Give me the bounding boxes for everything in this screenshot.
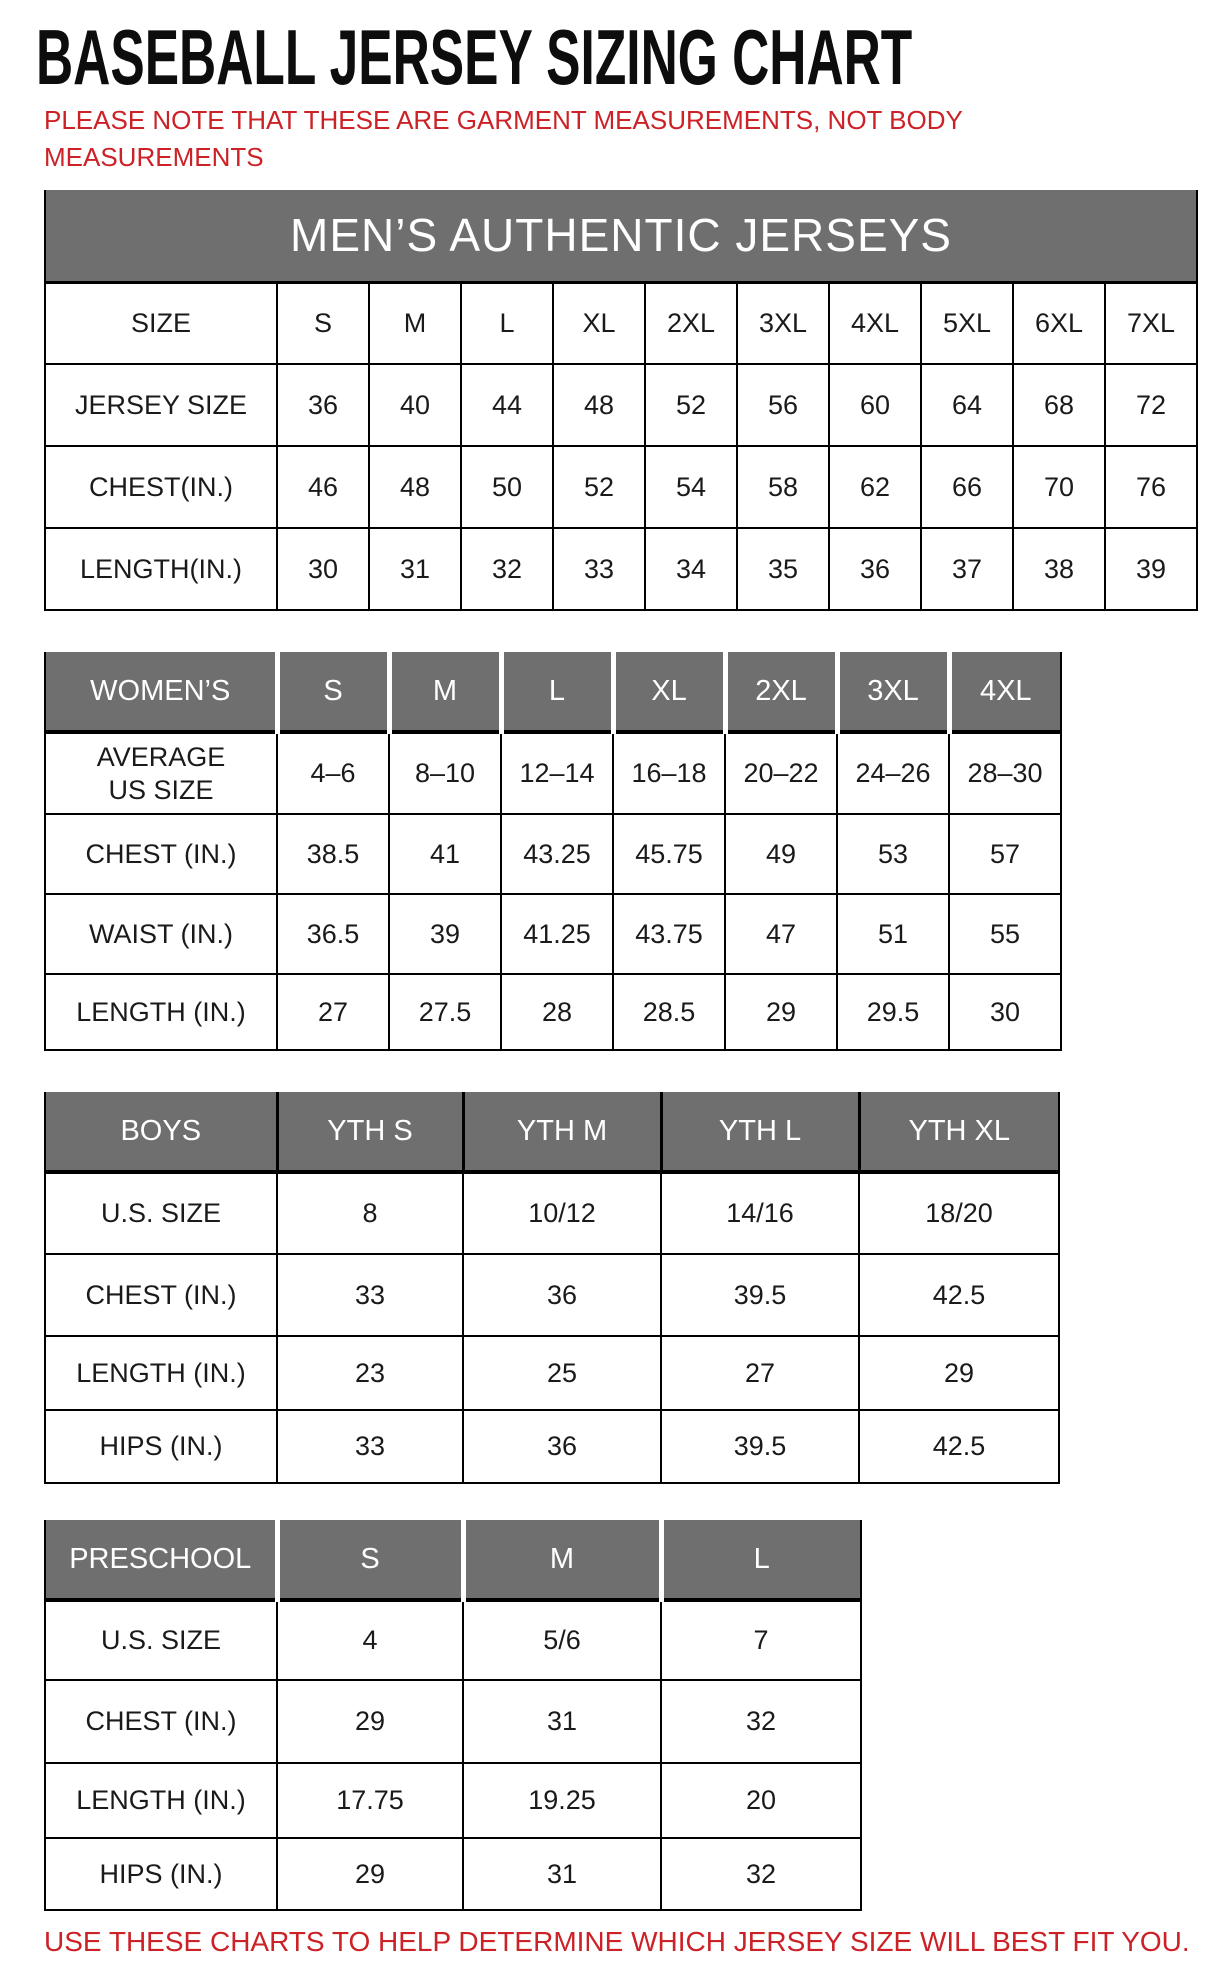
row-label: U.S. SIZE (45, 1172, 277, 1254)
size-column-header: 4XL (949, 652, 1061, 732)
value-cell: 18/20 (859, 1172, 1059, 1254)
value-cell: 35 (737, 528, 829, 610)
table-row (45, 1763, 861, 1838)
table-row (45, 282, 1197, 364)
value-cell: 42.5 (859, 1254, 1059, 1336)
garment-measurements-note (44, 102, 963, 176)
value-cell: 45.75 (613, 814, 725, 894)
size-column-header: M (389, 652, 501, 732)
value-cell: 48 (553, 364, 645, 446)
value-cell: 76 (1105, 446, 1197, 528)
value-cell: 41.25 (501, 894, 613, 974)
row-label: CHEST (IN.) (45, 814, 277, 894)
value-cell: 72 (1105, 364, 1197, 446)
value-cell: 41 (389, 814, 501, 894)
value-cell: 27 (661, 1336, 859, 1410)
value-cell: 23 (277, 1336, 463, 1410)
value-cell: 33 (553, 528, 645, 610)
row-label: LENGTH (IN.) (45, 1763, 277, 1838)
value-cell: 38 (1013, 528, 1105, 610)
value-cell: 36 (463, 1254, 661, 1336)
value-cell: S (277, 282, 369, 364)
value-cell: 5/6 (463, 1600, 661, 1680)
boys-jerseys-table (44, 1092, 1060, 1484)
value-cell: 29 (277, 1680, 463, 1763)
value-cell: 31 (369, 528, 461, 610)
value-cell: 4 (277, 1600, 463, 1680)
row-label: CHEST(IN.) (45, 446, 277, 528)
value-cell: 53 (837, 814, 949, 894)
value-cell: 68 (1013, 364, 1105, 446)
value-cell: 24–26 (837, 732, 949, 814)
value-cell: 8 (277, 1172, 463, 1254)
value-cell: 6XL (1013, 282, 1105, 364)
value-cell: 8–10 (389, 732, 501, 814)
value-cell: 27.5 (389, 974, 501, 1050)
value-cell: 16–18 (613, 732, 725, 814)
row-label: U.S. SIZE (45, 1600, 277, 1680)
size-column-header: S (277, 1520, 463, 1600)
value-cell: 12–14 (501, 732, 613, 814)
value-cell: 32 (661, 1680, 861, 1763)
table-row (45, 1336, 1059, 1410)
row-label: LENGTH (IN.) (45, 1336, 277, 1410)
value-cell: 44 (461, 364, 553, 446)
table-row (45, 732, 1061, 814)
table-row (45, 1838, 861, 1910)
value-cell: 49 (725, 814, 837, 894)
value-cell: 29 (725, 974, 837, 1050)
footer-note: USE THESE CHARTS TO HELP DETERMINE WHICH JERSEY SIZE WILL BEST FIT YOU. (44, 1926, 1190, 1957)
womens-jerseys-table (44, 652, 1062, 1051)
value-cell: 38.5 (277, 814, 389, 894)
row-label-line: AVERAGE (96, 742, 226, 773)
table-row (45, 814, 1061, 894)
value-cell: 2XL (645, 282, 737, 364)
mens-authentic-jerseys-table (44, 190, 1198, 611)
value-cell: 29 (859, 1336, 1059, 1410)
value-cell: 66 (921, 446, 1013, 528)
size-column-header: 2XL (725, 652, 837, 732)
boys-table-title: BOYS (45, 1092, 277, 1172)
value-cell: 40 (369, 364, 461, 446)
value-cell: 14/16 (661, 1172, 859, 1254)
value-cell: 39 (1105, 528, 1197, 610)
value-cell: 52 (553, 446, 645, 528)
table-row (45, 1680, 861, 1763)
value-cell: 37 (921, 528, 1013, 610)
value-cell: 50 (461, 446, 553, 528)
size-column-header: 3XL (837, 652, 949, 732)
value-cell: 32 (461, 528, 553, 610)
value-cell: 36 (277, 364, 369, 446)
value-cell: M (369, 282, 461, 364)
value-cell: 10/12 (463, 1172, 661, 1254)
value-cell: 42.5 (859, 1410, 1059, 1483)
note-line-2: MEASUREMENTS (44, 142, 264, 172)
mens-table-title: MEN’S AUTHENTIC JERSEYS (45, 190, 1197, 282)
row-label: JERSEY SIZE (45, 364, 277, 446)
value-cell: 48 (369, 446, 461, 528)
value-cell: 5XL (921, 282, 1013, 364)
womens-table-title: WOMEN’S (45, 652, 277, 732)
value-cell: 27 (277, 974, 389, 1050)
value-cell: 51 (837, 894, 949, 974)
row-label: HIPS (IN.) (45, 1410, 277, 1483)
value-cell: 30 (949, 974, 1061, 1050)
value-cell: 17.75 (277, 1763, 463, 1838)
value-cell: 55 (949, 894, 1061, 974)
value-cell: L (461, 282, 553, 364)
table-row (45, 528, 1197, 610)
value-cell: 62 (829, 446, 921, 528)
table-row (45, 894, 1061, 974)
value-cell: 58 (737, 446, 829, 528)
value-cell: 46 (277, 446, 369, 528)
value-cell: 39.5 (661, 1410, 859, 1483)
womens-table-header-row (45, 652, 1061, 732)
value-cell: 39.5 (661, 1254, 859, 1336)
value-cell: 28–30 (949, 732, 1061, 814)
size-column-header: S (277, 652, 389, 732)
row-label (45, 732, 277, 814)
value-cell: 29.5 (837, 974, 949, 1050)
value-cell: 70 (1013, 446, 1105, 528)
table-row (45, 1172, 1059, 1254)
boys-table-header-row (45, 1092, 1059, 1172)
value-cell: 4XL (829, 282, 921, 364)
size-column-header: YTH M (463, 1092, 661, 1172)
value-cell: 20 (661, 1763, 861, 1838)
value-cell: 57 (949, 814, 1061, 894)
value-cell: 64 (921, 364, 1013, 446)
value-cell: 3XL (737, 282, 829, 364)
value-cell: 56 (737, 364, 829, 446)
value-cell: 54 (645, 446, 737, 528)
value-cell: 29 (277, 1838, 463, 1910)
value-cell: 25 (463, 1336, 661, 1410)
value-cell: 7XL (1105, 282, 1197, 364)
table-row (45, 1254, 1059, 1336)
size-column-header: L (661, 1520, 861, 1600)
value-cell: 36 (463, 1410, 661, 1483)
value-cell: 36 (829, 528, 921, 610)
value-cell: 39 (389, 894, 501, 974)
value-cell: 20–22 (725, 732, 837, 814)
value-cell: 31 (463, 1838, 661, 1910)
value-cell: 33 (277, 1410, 463, 1483)
row-label: SIZE (45, 282, 277, 364)
value-cell: 43.75 (613, 894, 725, 974)
row-label: LENGTH(IN.) (45, 528, 277, 610)
table-row (45, 364, 1197, 446)
row-label: WAIST (IN.) (45, 894, 277, 974)
note-line-1: PLEASE NOTE THAT THESE ARE GARMENT MEASUREMENTS, NOT BODY (44, 105, 963, 135)
value-cell: 33 (277, 1254, 463, 1336)
value-cell: 60 (829, 364, 921, 446)
value-cell: 4–6 (277, 732, 389, 814)
value-cell: 31 (463, 1680, 661, 1763)
table-row (45, 974, 1061, 1050)
value-cell: 19.25 (463, 1763, 661, 1838)
row-label: HIPS (IN.) (45, 1838, 277, 1910)
value-cell: 34 (645, 528, 737, 610)
table-row (45, 1410, 1059, 1483)
preschool-jerseys-table (44, 1520, 862, 1911)
page-title: BASEBALL JERSEY SIZING CHART (36, 13, 913, 101)
size-column-header: XL (613, 652, 725, 732)
value-cell: 43.25 (501, 814, 613, 894)
value-cell: 36.5 (277, 894, 389, 974)
value-cell: 7 (661, 1600, 861, 1680)
size-column-header: YTH S (277, 1092, 463, 1172)
preschool-table-title: PRESCHOOL (45, 1520, 277, 1600)
value-cell: 47 (725, 894, 837, 974)
table-row (45, 446, 1197, 528)
size-column-header: M (463, 1520, 661, 1600)
size-column-header: L (501, 652, 613, 732)
value-cell: 32 (661, 1838, 861, 1910)
value-cell: 52 (645, 364, 737, 446)
value-cell: 30 (277, 528, 369, 610)
size-column-header: YTH L (661, 1092, 859, 1172)
row-label: LENGTH (IN.) (45, 974, 277, 1050)
table-row (45, 1600, 861, 1680)
row-label-line: US SIZE (108, 774, 214, 805)
row-label: CHEST (IN.) (45, 1680, 277, 1763)
value-cell: 28 (501, 974, 613, 1050)
row-label: CHEST (IN.) (45, 1254, 277, 1336)
size-column-header: YTH XL (859, 1092, 1059, 1172)
mens-table-header-row (45, 190, 1197, 282)
value-cell: 28.5 (613, 974, 725, 1050)
value-cell: XL (553, 282, 645, 364)
preschool-table-header-row (45, 1520, 861, 1600)
